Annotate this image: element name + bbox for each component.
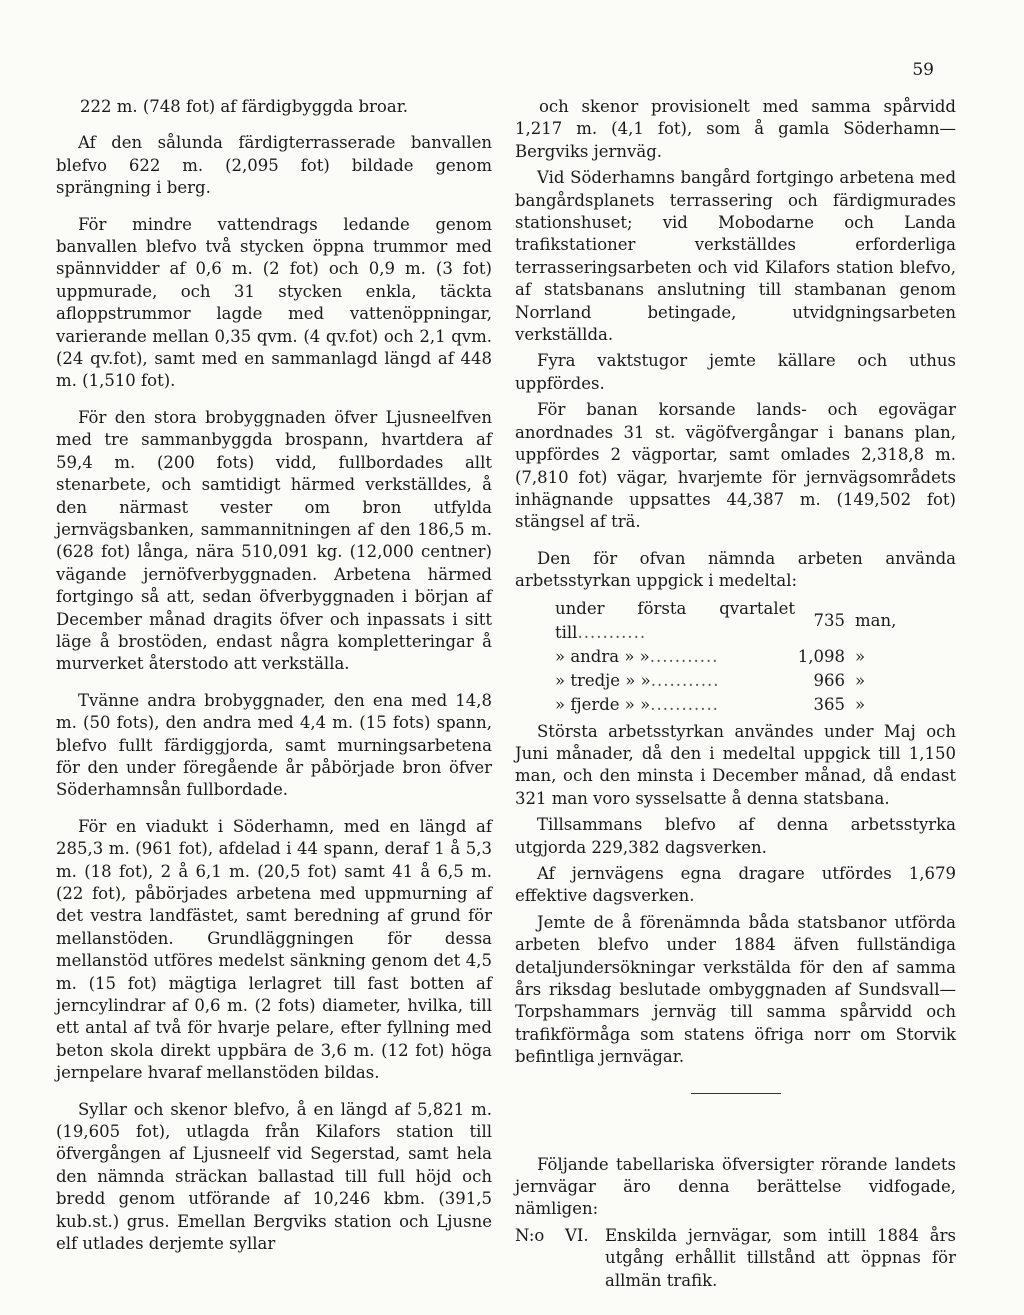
quarter-label: » fjerde » » bbox=[555, 694, 651, 714]
paragraph: Af jernvägens egna dragare utfördes 1,679 effektive dagsverken. bbox=[515, 863, 956, 906]
dot-leader: ........... bbox=[649, 646, 719, 666]
table-row bbox=[555, 669, 896, 693]
paragraph: För en viadukt i Söderhamn, med en längd af 285,3 m. (961 fot), afdelad i 44 spann, deraf 1 å 5,3 m. (18 fot), 2 å 6,1 m. (20,5 fot) samt 41 å 6,5 m. (22 fot), påbörjades arbetena med uppmurning af det vestra landfästet, samt beredning af grund för mellanstöden. Grundläggningen för dessa mellanstöd utföres medelst sänkning genom det 4,5 m. (15 fot) mägtiga lerlagret till fast botten af jerncylindrar af 0,6 m. (2 fots) diameter, hvilka, till ett antal af två för hvarje pelare, efter fyllning med beton skola direkt uppbära de 3,6 m. (12 fot) höga jernpelare hvaraf mellanstöden bildas. bbox=[56, 816, 492, 1083]
appendix-roman-numeral: VI. bbox=[565, 1225, 589, 1245]
appendix-number-label: N:o bbox=[515, 1225, 545, 1245]
table-row bbox=[555, 693, 896, 717]
labor-unit: man, bbox=[855, 610, 897, 630]
page-number: 59 bbox=[912, 60, 934, 80]
table-row bbox=[555, 645, 896, 669]
right-column bbox=[515, 96, 956, 1292]
dot-leader: ........... bbox=[650, 670, 720, 690]
labor-unit: » bbox=[855, 646, 866, 666]
appendix-text: Enskilda jernvägar, som intill 1884 års utgång erhållit tillstånd att öppnas för allmän trafik. bbox=[605, 1225, 956, 1290]
table-row bbox=[555, 597, 896, 645]
labor-unit: » bbox=[855, 694, 866, 714]
paragraph: Vid Söderhamns bangård fortgingo arbetena med bangårdsplanets terrassering och färdigmurades stationshuset; vid Mobodarne och Landa trafikstationer verkställdes erforderliga terrasseringsarbeten och vid Kilafors station blefvo, af statsbanans anslutning till stambanan genom Norrland betingade, utvidgningsarbeten verkställda. bbox=[515, 168, 956, 345]
labor-unit: » bbox=[855, 670, 866, 690]
paragraph: Jemte de å förenämnda båda statsbanor utförda arbeten blefvo under 1884 äfven fullständiga detaljundersökningar verkstälda för den af samma års riksdag beslutade ombyggnaden af Sundsvall—Torpshammars jernväg till samma spårvidd och trafikförmåga som statens öfriga norr om Storvik befintliga jernvägar. bbox=[515, 912, 956, 1067]
labor-value: 735 bbox=[813, 610, 845, 630]
appendix-entry bbox=[515, 1225, 956, 1292]
paragraph: 222 m. (748 fot) af färdigbyggda broar. bbox=[80, 97, 409, 116]
dot-leader: ........... bbox=[577, 622, 647, 642]
dot-leader: ........... bbox=[650, 694, 719, 714]
paragraph: För den stora brobyggnaden öfver Ljusneelfven med tre sammanbyggda brospann, hvartdera af 59,4 m. (200 fots) vidd, fullbordades allt stenarbete, och samtidigt härmed verkställdes, å den närmast vester om bron utfylda jernvägsbanken, sammannitningen af den 186,5 m. (628 fot) långa, nära 510,091 kg. (12,000 centner) vägande jernöfverbyggnaden. Arbetena härmed fortgingo så att, sedan öfverbyggnaden i början af December månad dragits öfver och inpassats i sitt läge å brostöden, endast några kompletteringar å murverket återstodo att verkställa. bbox=[56, 407, 492, 674]
paragraph: Fyra vaktstugor jemte källare och uthus uppfördes. bbox=[515, 351, 956, 393]
labor-value: 365 bbox=[813, 694, 845, 714]
paragraph: Tvänne andra brobyggnader, den ena med 14,8 m. (50 fots), den andra med 4,4 m. (15 fots) spann, blefvo fullt färdiggjorda, samt murningsarbetena för den under föregående år påbörjade bron öfver Söderhamnsån fullbordade. bbox=[56, 690, 492, 800]
section-divider bbox=[691, 1093, 781, 1094]
quarter-label: » tredje » » bbox=[555, 670, 651, 690]
paragraph: För mindre vattendrags ledande genom banvallen blefvo två stycken öppna trummor med spännvidder af 0,6 m. (2 fot) och 0,9 m. (3 fot) uppmurade, och 31 stycken enkla, täckta afloppstrummor lagde med vattenöppningar, varierande mellan 0,35 qvm. (4 qv.fot) och 2,1 qvm. (24 qv.fot), samt med en sammanlagd längd af 448 m. (1,510 fot). bbox=[56, 214, 492, 391]
paragraph: Tillsammans blefvo af denna arbetsstyrka utgjorda 229,382 dagsverken. bbox=[515, 815, 956, 857]
left-column bbox=[56, 96, 492, 1270]
labor-value: 966 bbox=[813, 670, 845, 690]
paragraph: Af den sålunda färdigterrasserade banvallen blefvo 622 m. (2,095 fot) bildade genom sprängning i berg. bbox=[56, 133, 492, 198]
paragraph: Syllar och skenor blefvo, å en längd af 5,821 m. (19,605 fot), utlagda från Kilafors station till öfvergången af Ljusneelf vid Segerstad, samt hela den nämnda sträckan ballastad till full höjd och bredd genom utförande af 10,246 kbm. (391,5 kub.st.) grus. Emellan Bergviks station och Ljusne elf utlades derjemte syllar bbox=[56, 1099, 492, 1254]
quarter-label: » andra » » bbox=[555, 646, 650, 666]
labor-value: 1,098 bbox=[797, 646, 845, 666]
paragraph: Största arbetsstyrkan användes under Maj och Juni månader, då den i medeltal uppgick till 1,150 man, och den minsta i December månad, då endast 321 man voro sysselsatte å denna statsbana. bbox=[515, 721, 956, 808]
appendix-intro: Följande tabellariska öfversigter rörande landets jernvägar äro denna berättelse vidfogade, nämligen: bbox=[515, 1154, 956, 1219]
paragraph: och skenor provisionelt med samma spårvidd 1,217 m. (4,1 fot), som å gamla Söderhamn—Bergviks jernväg. bbox=[515, 97, 956, 161]
quarter-label: under första qvartalet till bbox=[555, 598, 795, 642]
paragraph: För banan korsande lands- och egovägar anordnades 31 st. vägöfvergångar i banans plan, uppfördes 2 vägportar, samt omlades 2,318,8 m. (7,810 fot) vägar, hvarjemte för jernvägsområdets inhägnande uppsattes 44,387 m. (149,502 fot) stängsel af trä. bbox=[515, 400, 956, 532]
paragraph: Den för ofvan nämnda arbeten använda arbetsstyrkan uppgick i medeltal: bbox=[515, 548, 956, 591]
labor-force-table bbox=[555, 597, 896, 717]
